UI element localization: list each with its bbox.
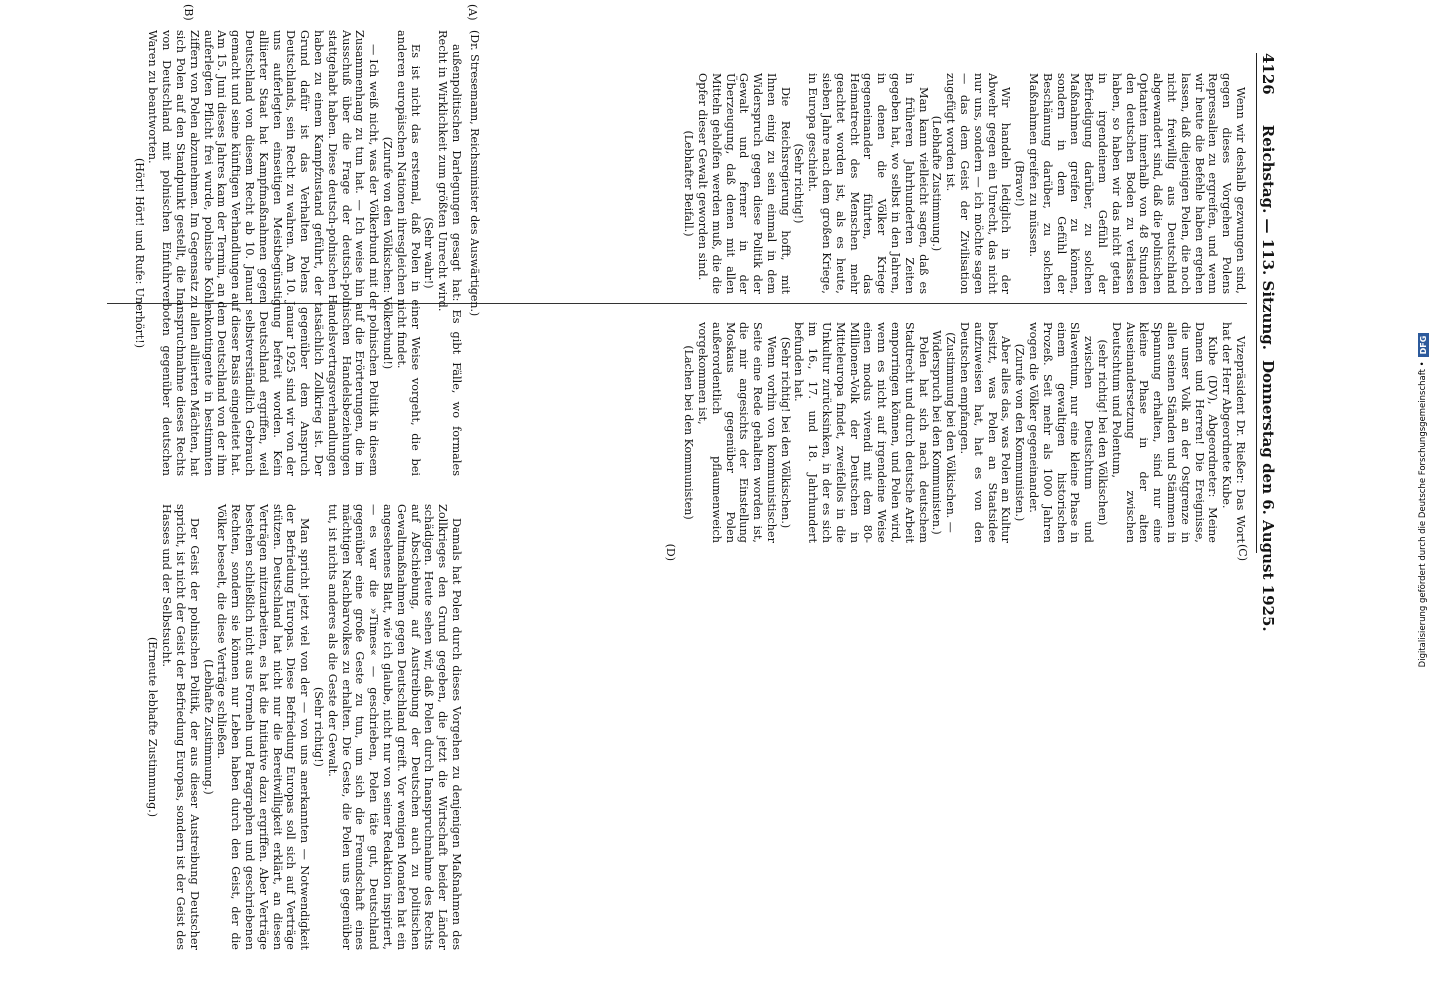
interjection: (Zurufe von den Völkischen: Völkerbund!) xyxy=(381,136,395,370)
paragraph: Man spricht jetzt viel von der — von uns anerkannten — Notwendigkeit der Befriedung Europas. Diese Befriedung Europas soll sich auf Verträge stützen. Deutschland hat nicht nur die Bereitwilligkeit erklärt, an diesen Verträgen mitzuarbeiten, es hat die Initiative dazu ergriffen. Aber Verträge bestehen schließlich nicht aus Formeln und Paragraphen und geschriebenen Rechten, sondern sie können nur Leben haben durch den Geist, der die Völker beseelt, die diese Verträge schließen. xyxy=(215,504,312,950)
interjection: (Sehr richtig!) xyxy=(312,687,326,767)
paragraph: Wenn wir deshalb gezwungen sind, gegen dieses Vorgehen Polens Repressalien zu ergreifen, und wenn wir heute die Befehle haben ergehen lassen, daß diejenigen Polen, die noch nicht freiwillig aus Deutschland abgewandert sind, daß die polnischen Optanten innerhalb von 48 Stunden den deutschen Boden zu verlassen haben, so haben wir das nicht getan in irgendeinem Gefühl der Befriedigung darüber, zu solchen Maßnahmen greifen zu können, sondern in dem Gefühl der Beschämung darüber, zu solchen Maßnahmen greifen zu müssen. xyxy=(1027,73,1247,294)
interjection: (Hört! Hört! und Rufe: Unerhört!) xyxy=(132,158,146,348)
running-head xyxy=(1256,53,1277,632)
interjection: (Zustimmung bei den Völkischen. — Widerspruch bei den Kommunisten.) xyxy=(930,330,958,535)
lower-columns xyxy=(0,30,463,950)
interjection: (Zurufe von den Kommunisten.) xyxy=(1013,343,1027,522)
lower-left-column xyxy=(0,30,463,476)
interjection: (Erneute lebhafte Zustimmung.) xyxy=(146,636,160,818)
interjection: (Lachen bei den Kommunisten) xyxy=(682,345,696,520)
interjection: (sehr richtig! bei den Völkischen) xyxy=(1096,339,1110,526)
paragraph: Kube (DV), Abgeordneter: Meine Damen und Herren! Die Ereignisse, die unser Volk an der Ostgrenze in allen seinen Ständen und Stämmen in Spannung erhalten, sind nur eine kleine Phase in der alten Auseinandersetzung zwischen Deutschtum und Polentum, xyxy=(1109,322,1220,543)
paragraph: zwischen Deutschtum und Slawentum, nur eine kleine Phase in einem gewaltigen historischen Prozeß. Seit mehr als 1000 Jahren wogen die Völker gegeneinander. xyxy=(1027,322,1096,543)
paragraph: Vizepräsident Dr. Rießer: Das Wort hat der Herr Abgeordnete Kube. xyxy=(1220,322,1247,543)
paragraph: Wenn vorhin von kommunistischer Seite eine Rede gehalten worden ist, die mir angesichts der Einstellung Moskaus gegenüber Polen außerordentlich pflaumenweich vorgekommen ist, xyxy=(695,322,778,543)
paragraph: Es ist nicht das erstemal, daß Polen in einer Weise vorgeht, die bei anderen europäischen Nationen ihresgleichen nicht findet. xyxy=(394,30,422,476)
paragraph: Man kann vielleicht sagen, daß es in früheren Jahrhunderten Zeiten gegeben hat, wo selbst in den Jahren, in denen die Völker Kriege gegeneinander führten, das Heimatrecht des Menschen mehr geachtet worden ist, als es heute, sieben Jahre nach dem großen Kriege, in Europa geschieht. xyxy=(806,73,930,294)
paragraph: außenpolitischen Darlegungen gesagt hat: Es gibt Fälle, wo formales Recht in Wirklichkeit zum größten Unrecht wird. xyxy=(436,30,463,476)
interjection: (Lebhafte Zustimmung.) xyxy=(201,659,215,795)
speaker-line: (Dr. Stresemann, Reichsminister des Auswärtigen.) xyxy=(468,30,481,317)
paragraph: Polen hat sich nach deutschem Stadtrecht und durch deutsche Arbeit emporringen können, und Polen wird, wenn es nicht auf irgendeine Weise einen modus vivendi mit dem 80-Millionen-Volk der Deutschen in Mitteleuropa findet, zweifellos in die Unkultur zurücksinken, in der es sich im 16., 17. und 18. Jahrhundert befunden hat. xyxy=(792,322,930,543)
dfg-logo: DFG xyxy=(1418,333,1429,358)
margin-letter-a: (A) xyxy=(466,4,479,21)
interjection: (Lebhafter Beifall.) xyxy=(682,130,696,237)
paragraph: — Ich weiß nicht, was der Völkerbund mit der polnischen Politik in diesem Zusammenhang zu tun hat. — Ich weise hin auf die Erörterungen, die im Ausschuß über die Frage der deutsch-polnischen Handelsbeziehungen stattgehabt haben. Diese deutsch-polnischen Handelsvertragsverhandlungen haben zu einem Kampfzustand geführt, der tatsächlich Zollkrieg ist. Der Grund dafür ist das Verhalten Polens gegenüber dem Anspruch Deutschlands, sein Recht zu wahren. Am 10. Januar 1925 sind wir von der uns auferlegten einseitigen Meistbegünstigung befreit worden. Kein alliierter Staat hat Kampfmaßnahmen gegen Deutschland ergriffen, weil Deutschland von diesem Recht ab 10. Januar selbstverständlich Gebrauch gemacht und seine künftigen Verhandlungen auf dieser Basis eingeleitet hat. Am 15. Juni dieses Jahres kam der Termin, an dem Deutschland von der ihm auferlegten Pflicht frei wurde, polnische Kohlenkontingente in bestimmten Ziffern von Polen abzunehmen. Im Gegensatz zu allen alliierten Mächten, hat sich Polen auf den Standpunkt gestellt, die Inanspruchnahme dieses Rechts von Deutschland mit polnischen Einfuhrverboten gegenüber deutschen Waren zu beantworten. xyxy=(146,30,381,476)
digitization-credit-strip xyxy=(1413,0,1433,1000)
interjection: (Bravo!) xyxy=(1013,160,1027,207)
session-date: Donnerstag den 6. August 1925. xyxy=(1259,360,1277,632)
paragraph: Die Reichsregierung hofft, mit Ihnen einig zu sein einmal in dem Widerspruch gegen diese Politik der Gewalt und ferner in der Überzeugung, daß denen mit allen Mitteln geholfen werden muß, die die Opfer dieser Gewalt geworden sind. xyxy=(695,73,792,294)
lower-right-column xyxy=(0,504,463,950)
paragraph: Damals hat Polen durch dieses Vorgehen zu denjenigen Maßnahmen des Zollkrieges den Grund gegeben, die jetzt die Wirtschaft beider Länder schädigen. Heute sehen wir, daß Polen durch Inanspruchnahme des Rechts auf Abschiebung, auf Austreibung der Deutschen auch zu politischen Gewaltmaßnahmen gegen Deutschland greift. Vor wenigen Monaten hat ein angesehenes Blatt, wie ich glaube, nicht nur von seiner Redaktion inspiriert, — es war die »Times« — geschrieben, Polen täte gut, Deutschland gegenüber eine große Geste zu tun, um sich die Freundschaft eines mächtigen Nachbarvolkes zu erhalten. Die Geste, die Polen uns gegenüber tut, ist nichts anderes als die Geste der Gewalt. xyxy=(325,504,463,950)
session-title: Reichstag. — 113. Sitzung. xyxy=(1259,124,1277,350)
interjection: (Sehr richtig! bei den Völkischen.) xyxy=(778,336,792,529)
margin-letter-b: (B) xyxy=(182,4,195,21)
credit-text: Digitalisierung gefördert durch die Deutsche Forschungsgemeinschaft • xyxy=(1418,361,1428,668)
paragraph: Wir handeln lediglich in der Abwehr gegen ein Unrecht, das nicht nur uns, sondern — ich möchte sagen — das dem Geist der Zivilisation zugefügt worden ist. xyxy=(944,73,1013,294)
lower-page-block xyxy=(0,0,485,960)
interjection: (Sehr richtig!) xyxy=(792,143,806,224)
interjection: (Sehr wahr!) xyxy=(422,217,436,289)
paragraph: Aber alles das, was Polen an Kultur besitzt, was Polen an Staatsidee aufzuweisen hat, hat es von den Deutschen empfangen. xyxy=(958,322,1013,543)
paragraph: Der Geist der polnischen Politik, der aus dieser Austreibung Deutscher spricht, ist nicht der Geist der Befriedung Europas, sondern ist der Geist des Hasses und der Selbstsucht. xyxy=(160,504,201,950)
margin-letter-d: (D) xyxy=(664,543,677,561)
interjection: (Lebhafte Zustimmung.) xyxy=(930,115,944,252)
digitization-credit xyxy=(1413,0,1433,1000)
margin-letter-c: (C) xyxy=(1236,544,1249,561)
page-number: 4126 xyxy=(1259,53,1277,95)
